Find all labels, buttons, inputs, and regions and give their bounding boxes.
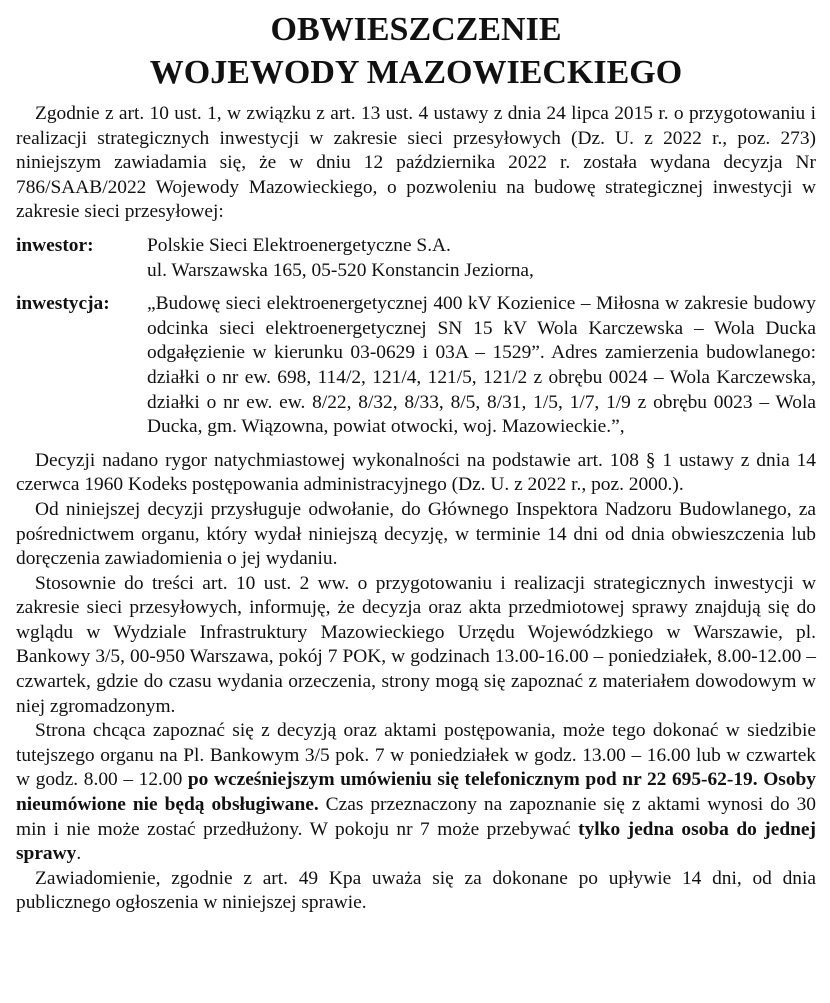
- appeal-paragraph: Od niniejszej decyzji przysługuje odwołanie, do Głównego Inspektora Nadzoru Budowlanego, za pośrednictwem organu, który wydał niniejszą decyzję, w terminie 14 dni od dnia obwieszczenia lub doręczenia zawiadomienia o jej wydaniu.: [16, 498, 816, 570]
- visit-text-3: .: [76, 843, 82, 865]
- notice-title-line-1: OBWIESZCZENIE: [270, 11, 562, 48]
- investor-value: [147, 234, 816, 283]
- access-paragraph: Stosownie do treści art. 10 ust. 2 ww. o przygotowaniu i realizacji strategicznych inwestycji w zakresie sieci przesyłowych, informuję, że decyzja oraz akta przedmiotowej sprawy znajdują się do wglądu w Wydziale Infrastruktury Mazowieckiego Urzędu Wojewódzkiego w Warszawie, pl. Bankowy 3/5, 00-950 Warszawa, pokój 7 POK, w godzinach 13.00-16.00 – poniedziałek, 8.00-12.00 – czwartek, gdzie do czasu wydania orzeczenia, strony mogą się zapoznać z materiałem dowodowym w niej zgromadzonym.: [16, 572, 816, 717]
- visit-paragraph: [16, 719, 816, 867]
- visit-bold-one-person: tylko jedna osoba do jednej sprawy: [16, 818, 816, 865]
- notice-title-line-2: WOJEWODY MAZOWIECKIEGO: [149, 54, 683, 91]
- closing-paragraph: Zawiadomienie, zgodnie z art. 49 Kpa uważa się za dokonane po upływie 14 dni, od dnia publicznego ogłoszenia w niniejszej sprawie.: [16, 867, 816, 914]
- visit-bold-phone: po wcześniejszym umówieniu się telefonicznym pod nr 22 695-62-19. Osoby nieumówione nie będą obsługiwane.: [16, 769, 816, 816]
- investment-field: [16, 292, 816, 440]
- visit-text-1: Strona chcąca zapoznać się z decyzją oraz aktami postępowania, może tego dokonać w siedzibie tutejszego organu na Pl. Bankowym 3/5 pok. 7 w poniedziałek w godz. 13.00 – 16.00 lub w czwartek w godz. 8.00 – 12.00: [16, 720, 816, 791]
- investor-field: [16, 234, 816, 283]
- investor-address: ul. Warszawska 165, 05-520 Konstancin Jeziorna,: [147, 259, 534, 281]
- investment-label: inwestycja:: [16, 293, 110, 315]
- investment-value: „Budowę sieci elektroenergetycznej 400 kV Kozienice – Miłosna w zakresie budowy odcinka sieci elektroenergetycznej SN 15 kV Wola Karczewska – Wola Ducka odgałęzienie w kierunku 03-0629 i 03A – 1529”. Adres zamierzenia budowlanego: działki o nr ew. 698, 114/2, 121/4, 121/5, 121/2 z obrębu 0024 – Wola Karczewska, działki o nr ew. ew. 8/22, 8/32, 8/33, 8/5, 8/31, 1/5, 1/7, 1/9 z obrębu 0023 – Wola Ducka, gm. Wiązowna, powiat otwocki, woj. Mazowieckie.”,: [147, 293, 816, 438]
- visit-text-2: Czas przeznaczony na zapoznanie się z aktami wynosi do 30 min i nie może zostać przedłużony. W pokoju nr 7 może przebywać: [16, 794, 816, 840]
- investor-label: inwestor:: [16, 234, 94, 256]
- intro-paragraph: Zgodnie z art. 10 ust. 1, w związku z art. 13 ust. 4 ustawy z dnia 24 lipca 2015 r. o przygotowaniu i realizacji strategicznych inwestycji w zakresie sieci przesyłowych (Dz. U. z 2022 r., poz. 273) niniejszym zawiadamia się, że w dniu 12 października 2022 r. została wydana decyzja Nr 786/SAAB/2022 Wojewody Mazowieckiego, o pozwoleniu na budowę strategicznej inwestycji w zakresie sieci przesyłowej:: [16, 103, 816, 223]
- rygor-paragraph: Decyzji nadano rygor natychmiastowej wykonalności na podstawie art. 108 § 1 ustawy z dnia 14 czerwca 1960 Kodeks postępowania administracyjnego (Dz. U. z 2022 r., poz. 2000.).: [16, 449, 816, 496]
- investor-name: Polskie Sieci Elektroenergetyczne S.A.: [147, 234, 451, 256]
